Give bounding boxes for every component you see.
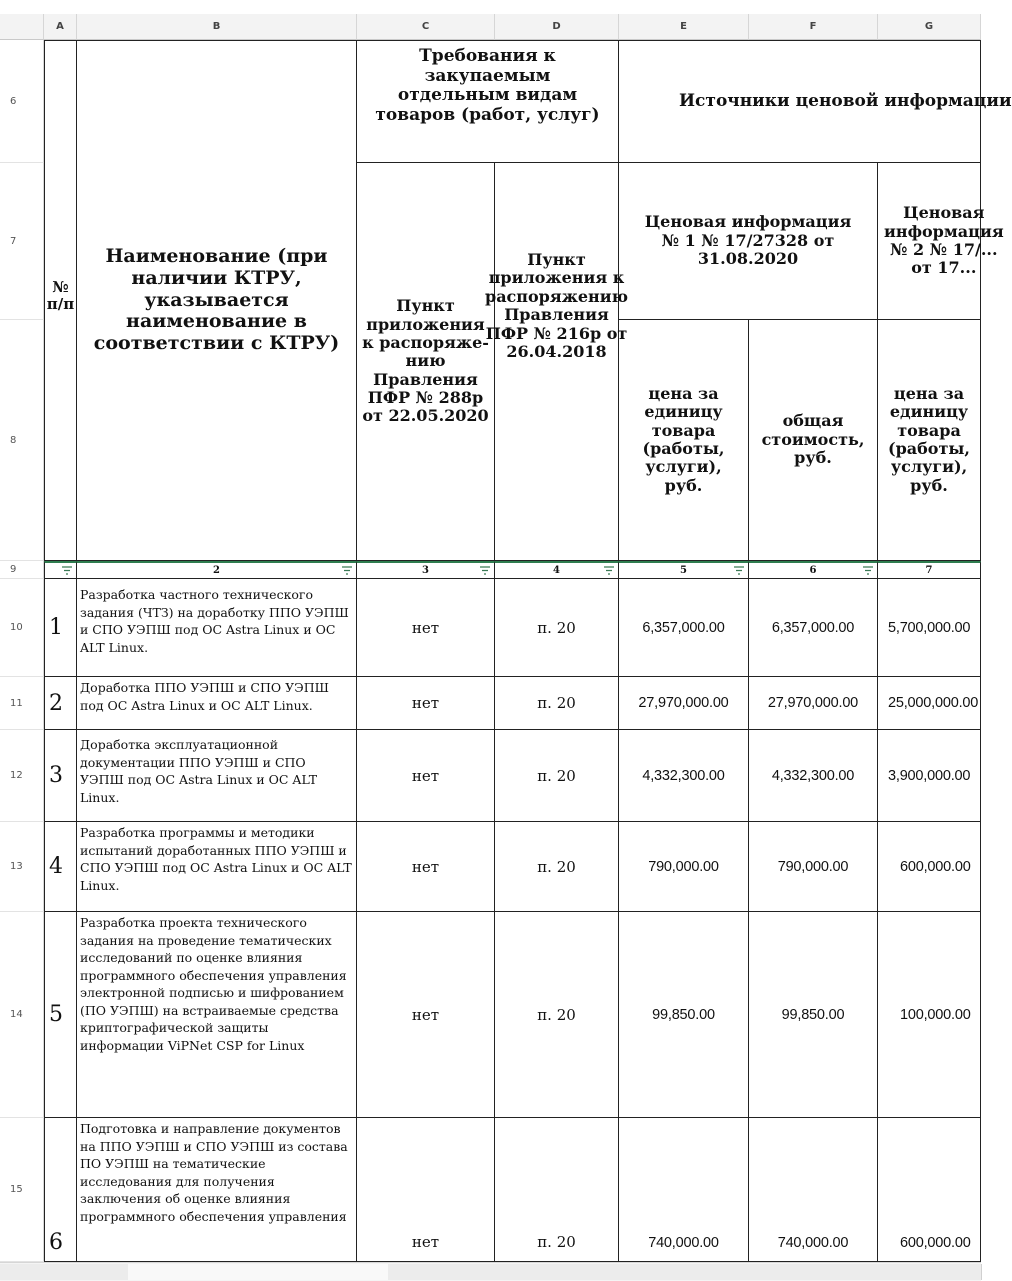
requirements-cell[interactable]: нет bbox=[357, 579, 495, 677]
item-name-cell[interactable]: Разработка проекта технического задания на проведение тематических исследований по оценке влияния программного обеспечения управления электронной подписью и шифрованием (ПО УЭПШ) на встраиваемые средства криптографической защиты информации ViPNet CSP for Linux bbox=[77, 912, 357, 1118]
total-cost-cell[interactable]: 790,000.00 bbox=[749, 822, 878, 912]
column-header-c[interactable]: C bbox=[357, 14, 495, 40]
header-point-288[interactable]: Пункт приложения к распоряже-нию Правления ПФР № 288р от 22.05.2020 bbox=[357, 163, 495, 561]
requirements-cell[interactable]: нет bbox=[357, 677, 495, 730]
row-header-10[interactable]: 10 bbox=[0, 579, 44, 677]
total-cost-cell[interactable]: 4,332,300.00 bbox=[749, 730, 878, 822]
filter-icon[interactable] bbox=[480, 566, 490, 575]
row-number-cell[interactable]: 5 bbox=[44, 912, 77, 1118]
filter-icon[interactable] bbox=[863, 566, 873, 575]
header-price-sources[interactable]: Источники ценовой информации bbox=[619, 40, 981, 163]
filter-cell-d[interactable] bbox=[495, 561, 619, 579]
row-header-15[interactable]: 15 bbox=[0, 1118, 44, 1262]
row-header-7[interactable]: 7 bbox=[0, 163, 44, 320]
column-header-e[interactable]: E bbox=[619, 14, 749, 40]
top-strip bbox=[0, 0, 981, 14]
row-header-12[interactable]: 12 bbox=[0, 730, 44, 822]
sheet-tab[interactable] bbox=[388, 1264, 603, 1280]
total-cost-cell[interactable]: 740,000.00 bbox=[749, 1118, 878, 1262]
filter-icon[interactable] bbox=[734, 566, 744, 575]
sheet-tab[interactable] bbox=[818, 1264, 982, 1280]
index-label: 2 bbox=[213, 565, 220, 576]
header-unit-price-2[interactable]: цена за единицу товара (работы, услуги), руб. bbox=[878, 320, 981, 561]
filter-cell-a[interactable] bbox=[44, 561, 77, 579]
unit-price-cell[interactable]: 740,000.00 bbox=[619, 1118, 749, 1262]
sheet-tab[interactable] bbox=[602, 1264, 819, 1280]
unit-price-2-cell[interactable]: 600,000.00 bbox=[878, 822, 981, 912]
unit-price-cell[interactable]: 6,357,000.00 bbox=[619, 579, 749, 677]
filter-icon[interactable] bbox=[62, 566, 72, 575]
index-label: 7 bbox=[925, 565, 933, 576]
point-cell[interactable]: п. 20 bbox=[495, 1118, 619, 1262]
column-header-g[interactable]: G bbox=[878, 14, 981, 40]
filter-cell-b[interactable] bbox=[77, 561, 357, 579]
item-name-cell[interactable]: Разработка частного технического задания (ЧТЗ) на доработку ППО УЭПШ и СПО УЭПШ под ОС Astra Linux и ОС ALT Linux. bbox=[77, 579, 357, 677]
header-price-info-2[interactable]: Ценовая информация № 2 № 17/... от 17... bbox=[878, 163, 981, 320]
filter-cell-f[interactable] bbox=[749, 561, 878, 579]
unit-price-2-cell[interactable]: 5,700,000.00 bbox=[878, 579, 981, 677]
unit-price-cell[interactable]: 27,970,000.00 bbox=[619, 677, 749, 730]
row-header-11[interactable]: 11 bbox=[0, 677, 44, 730]
unit-price-cell[interactable]: 790,000.00 bbox=[619, 822, 749, 912]
point-cell[interactable]: п. 20 bbox=[495, 822, 619, 912]
filter-cell-c[interactable] bbox=[357, 561, 495, 579]
row-number-cell[interactable]: 3 bbox=[44, 730, 77, 822]
header-unit-price-1[interactable]: цена за единицу товара (работы, услуги), руб. bbox=[619, 320, 749, 561]
column-header-f[interactable]: F bbox=[749, 14, 878, 40]
unit-price-cell[interactable]: 4,332,300.00 bbox=[619, 730, 749, 822]
row-header-13[interactable]: 13 bbox=[0, 822, 44, 912]
row-number-cell[interactable]: 2 bbox=[44, 677, 77, 730]
index-label: 4 bbox=[553, 565, 560, 576]
point-cell[interactable]: п. 20 bbox=[495, 677, 619, 730]
filter-icon[interactable] bbox=[604, 566, 614, 575]
requirements-cell[interactable]: нет bbox=[357, 1118, 495, 1262]
item-name-cell[interactable]: Доработка ППО УЭПШ и СПО УЭПШ под ОС Astra Linux и ОС ALT Linux. bbox=[77, 677, 357, 730]
index-label: 3 bbox=[422, 565, 429, 576]
row-header-9[interactable]: 9 bbox=[0, 561, 44, 579]
row-number-cell[interactable]: 4 bbox=[44, 822, 77, 912]
header-price-info-1[interactable]: Ценовая информация № 1 № 17/27328 от 31.08.2020 bbox=[619, 163, 878, 320]
sheet-tab-active[interactable] bbox=[128, 1264, 389, 1280]
requirements-cell[interactable]: нет bbox=[357, 912, 495, 1118]
item-name-cell[interactable]: Разработка программы и методики испытаний доработанных ППО УЭПШ и СПО УЭПШ под ОС Astra Linux и ОС ALT Linux. bbox=[77, 822, 357, 912]
row-number-cell[interactable]: 1 bbox=[44, 579, 77, 677]
column-header-a[interactable]: A bbox=[44, 14, 77, 40]
requirements-cell[interactable]: нет bbox=[357, 730, 495, 822]
unit-price-2-cell[interactable]: 25,000,000.00 bbox=[878, 677, 981, 730]
point-cell[interactable]: п. 20 bbox=[495, 912, 619, 1118]
header-number[interactable]: № п/п bbox=[44, 40, 77, 561]
sheet-tab-area[interactable] bbox=[0, 1264, 129, 1280]
item-name-cell[interactable]: Подготовка и направление документов на ППО УЭПШ и СПО УЭПШ из состава ПО УЭПШ на тематические исследования для получения заключения об оценке влияния программного обеспечения управления bbox=[77, 1118, 357, 1262]
total-cost-cell[interactable]: 99,850.00 bbox=[749, 912, 878, 1118]
header-requirements[interactable]: Требования к закупаемым отдельным видам товаров (работ, услуг) bbox=[357, 40, 619, 163]
unit-price-2-cell[interactable]: 3,900,000.00 bbox=[878, 730, 981, 822]
requirements-cell[interactable]: нет bbox=[357, 822, 495, 912]
row-header-6[interactable]: 6 bbox=[0, 40, 44, 163]
index-label: 5 bbox=[680, 565, 687, 576]
unit-price-2-cell[interactable]: 600,000.00 bbox=[878, 1118, 981, 1262]
header-point-216[interactable]: Пункт приложения к распоряжению Правления ПФР № 216р от 26.04.2018 bbox=[495, 163, 619, 561]
column-header-b[interactable]: B bbox=[77, 14, 357, 40]
total-cost-cell[interactable]: 6,357,000.00 bbox=[749, 579, 878, 677]
row-header-8[interactable]: 8 bbox=[0, 320, 44, 561]
point-cell[interactable]: п. 20 bbox=[495, 730, 619, 822]
header-name[interactable]: Наименование (при наличии КТРУ, указывается наименование в соответствии с КТРУ) bbox=[77, 40, 357, 561]
select-all-corner[interactable] bbox=[0, 14, 44, 40]
filter-cell-g[interactable] bbox=[878, 561, 981, 579]
total-cost-cell[interactable]: 27,970,000.00 bbox=[749, 677, 878, 730]
unit-price-cell[interactable]: 99,850.00 bbox=[619, 912, 749, 1118]
filter-cell-e[interactable] bbox=[619, 561, 749, 579]
header-total-cost-1[interactable]: общая стоимость, руб. bbox=[749, 320, 878, 561]
row-number-cell[interactable]: 6 bbox=[44, 1118, 77, 1262]
column-header-d[interactable]: D bbox=[495, 14, 619, 40]
filter-icon[interactable] bbox=[342, 566, 352, 575]
point-cell[interactable]: п. 20 bbox=[495, 579, 619, 677]
item-name-cell[interactable]: Доработка эксплуатационной документации ППО УЭПШ и СПО УЭПШ под ОС Astra Linux и ОС ALT Linux. bbox=[77, 730, 357, 822]
unit-price-2-cell[interactable]: 100,000.00 bbox=[878, 912, 981, 1118]
row-header-14[interactable]: 14 bbox=[0, 912, 44, 1118]
index-label: 6 bbox=[809, 565, 817, 576]
